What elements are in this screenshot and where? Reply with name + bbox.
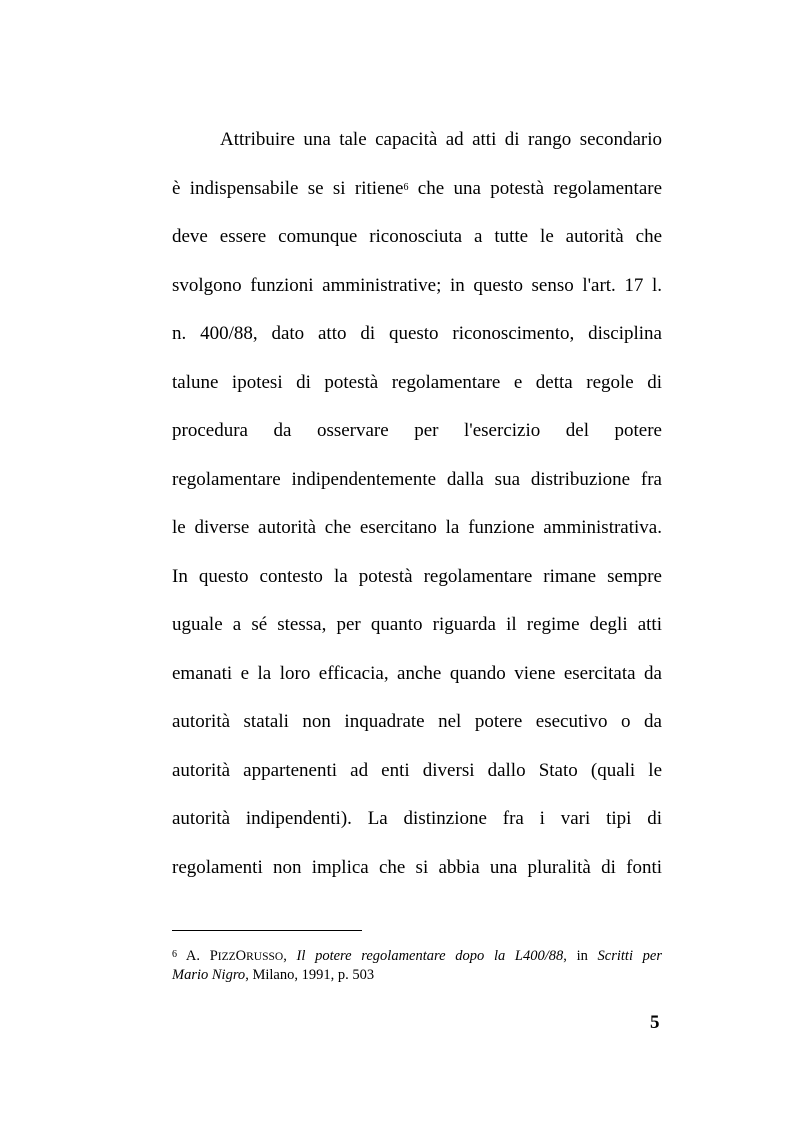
text-line: deve essere comunque riconosciuta a tutte le autorità che bbox=[172, 226, 662, 247]
footnote-reference[interactable]: 6 bbox=[403, 181, 409, 193]
footnote-line: $^6$ A. PIZZORUSSO, Il potere regolamentare dopo la L400/88, in Scritti per bbox=[172, 948, 662, 964]
text-line: svolgono funzioni amministrative; in questo senso l'art. 17 l. bbox=[172, 274, 662, 296]
footnote bbox=[172, 947, 662, 985]
text-line: autorità appartenenti ad enti diversi dallo Stato (quali le bbox=[172, 759, 662, 781]
footnote-collection: Scritti per bbox=[597, 948, 662, 964]
text-line: le diverse autorità che esercitano la funzione amministrativa. bbox=[172, 517, 662, 538]
text-fragment: che una potestà regolamentare bbox=[417, 177, 663, 199]
text-line: Attribuire una tale capacità ad atti di rango secondario bbox=[220, 129, 662, 150]
text-fragment: è indispensabile se si ritiene bbox=[172, 177, 404, 199]
footnote-number: 6 bbox=[172, 949, 177, 960]
text-line: autorità statali non inquadrate nel potere esecutivo o da bbox=[172, 711, 662, 732]
text-line: talune ipotesi di potestà regolamentare e detta regole di bbox=[172, 371, 662, 393]
page-number: 5 bbox=[650, 1012, 660, 1033]
text-line: regolamentare indipendentemente dalla sua distribuzione fra bbox=[172, 468, 662, 490]
text-line: In questo contesto la potestà regolamentare rimane sempre bbox=[172, 565, 662, 587]
text-line: procedura da osservare per l'esercizio del potere bbox=[172, 420, 662, 441]
footnote-publication: , Milano, 1991, p. 503 bbox=[245, 967, 375, 983]
footnote-line bbox=[172, 966, 662, 985]
footnote-collection-cont: Mario Nigro bbox=[172, 967, 246, 983]
text-line: emanati e la loro efficacia, anche quando viene esercitata da bbox=[172, 662, 662, 684]
footnote-in: , in bbox=[563, 948, 588, 964]
footnote-separator bbox=[172, 930, 362, 931]
text-line: n. 400/88, dato atto di questo riconoscimento, disciplina bbox=[172, 323, 662, 344]
footnote-author-initial: A. bbox=[185, 948, 200, 964]
text-line bbox=[172, 177, 662, 201]
body-text bbox=[172, 128, 662, 904]
text-line: autorità indipendenti). La distinzione fra i vari tipi di bbox=[172, 808, 662, 829]
footnote-author: PIZZORUSSO bbox=[209, 948, 284, 964]
footnote-title: Il potere regolamentare dopo la L400/88 bbox=[296, 948, 564, 964]
text-line: uguale a sé stessa, per quanto riguarda il regime degli atti bbox=[172, 614, 662, 635]
text-line: regolamenti non implica che si abbia una pluralità di fonti bbox=[172, 856, 662, 878]
